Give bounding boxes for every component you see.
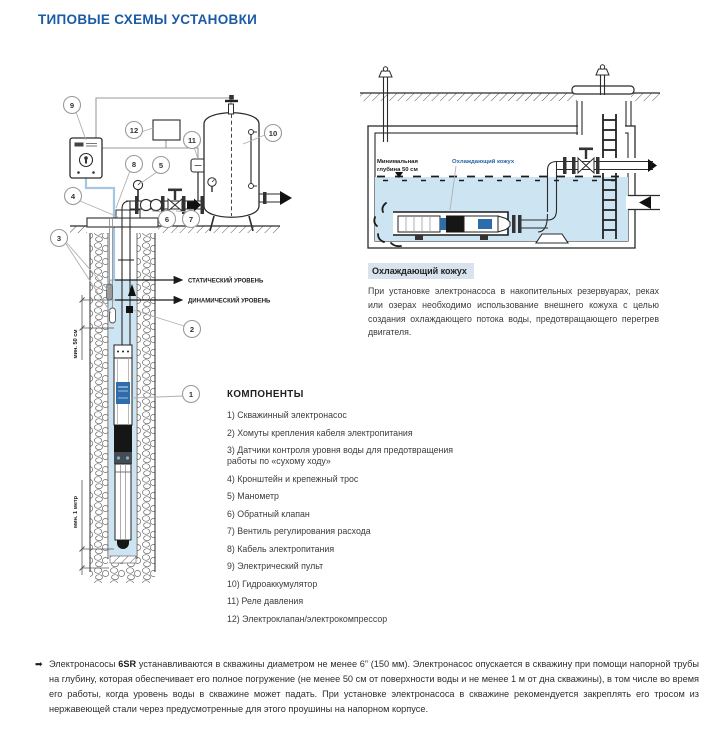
component-item-10: 10) Гидроаккумулятор [227,578,318,589]
components-section [227,389,479,631]
inflow-pipe [626,196,660,210]
component-item-9: 9) Электрический пульт [227,561,324,571]
callout-2 [184,321,201,338]
component-item-6: 6) Обратный клапан [227,508,310,519]
component-item-5: 5) Манометр [227,491,279,501]
page-title: ТИПОВЫЕ СХЕМЫ УСТАНОВКИ [38,12,258,27]
callout-5 [153,157,170,174]
component-item-4: 4) Кронштейн и крепежный трос [227,473,359,484]
min-bottom-label: мин. 1 метр [73,495,79,529]
callout-1 [183,386,200,403]
svg-text:4: 4 [70,192,76,201]
reservoir-diagram [360,62,660,257]
callout-3 [51,230,68,247]
svg-text:5: 5 [158,161,164,170]
callout-8 [126,156,143,173]
pressure-switch [191,159,205,201]
flow-valve [168,189,182,212]
component-item-12: 12) Электроклапан/электрокомпрессор [227,613,388,624]
component-item-8: 8) Кабель электропитания [227,543,335,554]
footer-model: 6SR [118,659,137,669]
callout-9 [64,97,81,114]
electric-panel [70,138,102,178]
dynamic-level-label: ДИНАМИЧЕСКИЙ УРОВЕНЬ [188,298,271,305]
callout-11 [184,132,201,149]
callout-12 [126,122,143,139]
cooling-jacket-section [368,261,659,340]
component-item-2: 2) Хомуты крепления кабеля электропитания [227,427,413,438]
component-item-1: 1) Скважинный электронасос [227,410,347,420]
electrovalve-box [153,120,180,140]
components-heading: КОМПОНЕНТЫ [227,389,304,400]
svg-text:11: 11 [187,136,197,145]
svg-text:8: 8 [131,160,137,169]
static-level-label: СТАТИЧЕСКИЙ УРОВЕНЬ [188,278,264,285]
pressure-gauge [133,180,142,201]
svg-text:12: 12 [129,126,139,135]
svg-text:2: 2 [189,325,195,334]
cooling-jacket-heading: Охлаждающий кожух [368,263,474,279]
callout-6 [159,211,176,228]
footer-text-after: устанавливаются в скважины диаметром не менее 6” (150 мм). Электронасос опускается в скважину при помощи напорной трубы на глубину, которая обеспечивает его полное погружение (не менее 50 см от поверхности воды и не менее 1 м от дна скважины), в том числе во время его работы, когда уровень воды в скважине может падать. При установке электронасоса в скважине рекомендуется закреплять его тросом из нержавеющей стали через предусмотренные для этого проушины на напорном корпусе. [49,659,699,714]
svg-text:7: 7 [188,215,194,224]
callout-4 [65,188,82,205]
footer-note [35,657,699,717]
cable-clamp [126,306,133,313]
callout-7 [183,211,200,228]
callout-10 [265,125,282,142]
component-item-7: 7) Вентиль регулирования расхода [227,526,371,536]
svg-text:3: 3 [56,234,62,243]
svg-text:10: 10 [268,129,278,138]
component-item-3: 3) Датчики контроля уровня воды для предотвращения работы по «сухому ходу» [227,445,454,466]
submersible-pump [114,345,132,549]
min-depth-label-1: Минимальная [377,159,418,165]
svg-text:6: 6 [164,215,170,224]
cooling-jacket-body: При установке электронасоса в накопительных резервуарах, реках или озерах необходимо использование внешнего кожуха с целью создания охлаждающего потока воды, предотвращающего перегрев двигателя. [368,286,659,338]
min-depth-label-2: глубина 50 см [377,167,418,173]
cooling-jacket-label: Охлаждающий кожух [452,159,515,165]
hydro-accumulator [204,95,292,231]
min-depth-label: мин. 50 см [73,329,79,359]
footer-arrow-icon: ➡ [35,659,43,669]
svg-text:9: 9 [69,101,75,110]
component-item-11: 11) Реле давления [227,596,304,606]
svg-text:1: 1 [188,390,194,399]
footer-text-before: Электронасосы [49,659,119,669]
footer-text [49,657,699,717]
